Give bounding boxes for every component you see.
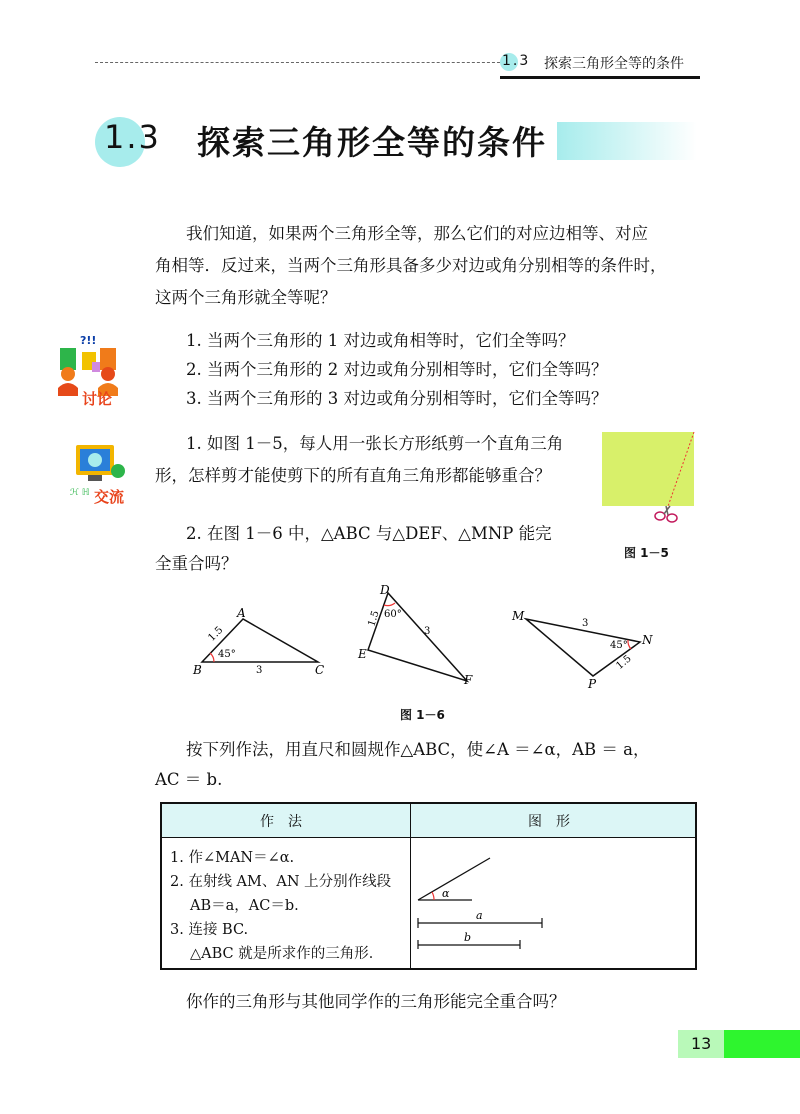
figure-1-5-caption: 图 1－5 xyxy=(624,546,669,560)
construction-table xyxy=(160,802,697,970)
table-col2-header: 图 形 xyxy=(528,814,570,830)
figure-1-6 xyxy=(190,580,660,690)
intro-line-2: 角相等．反过来，当两个三角形具备多少对边或角分别相等的条件时， xyxy=(155,256,667,275)
side-mn: 3 xyxy=(582,618,589,629)
angle-n: 45° xyxy=(610,640,628,651)
exchange-q1-line2: 形，怎样剪才能使剪下的所有直角三角形都能够重合？ xyxy=(155,466,551,485)
label-f: F xyxy=(464,673,473,687)
segment-a-label: a xyxy=(476,909,483,922)
discuss-item-1: 1. 当两个三角形的 1 对边或角相等时，它们全等吗？ xyxy=(186,331,575,350)
svg-text:ℋ ℍ: ℋ ℍ xyxy=(70,488,90,498)
title-cyan-bar xyxy=(557,122,697,160)
label-e: E xyxy=(358,647,367,661)
table-divider xyxy=(410,804,411,968)
label-c: C xyxy=(315,663,325,677)
page-number: 13 xyxy=(691,1034,712,1053)
header-rule xyxy=(500,76,700,79)
header-dashed-rule xyxy=(95,62,505,63)
label-a: A xyxy=(237,606,246,620)
exchange-q2-line1: 2. 在图 1－6 中，△ABC 与△DEF、△MNP 能完 xyxy=(186,524,552,543)
exchange-label: 交流 xyxy=(94,488,125,506)
label-d: D xyxy=(380,583,390,597)
label-b: B xyxy=(193,663,202,677)
label-m: M xyxy=(512,609,525,623)
section-number: 1.3 xyxy=(104,118,161,156)
figure-1-5 xyxy=(600,430,700,530)
triangle-def xyxy=(357,583,473,687)
angle-b: 45° xyxy=(218,649,236,660)
exchange-q1-line1: 1. 如图 1－5，每人用一张长方形纸剪一个直角三角 xyxy=(186,434,564,453)
label-n: N xyxy=(642,633,653,647)
table-step-3: 3. 连接 BC. xyxy=(170,922,249,938)
triangle-abc xyxy=(192,606,324,677)
table-figure xyxy=(416,850,546,950)
closing-question: 你作的三角形与其他同学作的三角形能完全重合吗？ xyxy=(186,992,566,1011)
table-step-2: 2. 在射线 AM、AN 上分别作线段 xyxy=(170,874,392,890)
exchange-q2-line2: 全重合吗？ xyxy=(155,554,238,573)
table-step-1: 1. 作∠MAN＝∠α. xyxy=(170,850,295,866)
construct-line-1: 按下列作法，用直尺和圆规作△ABC，使∠A ＝∠α，AB ＝ a， xyxy=(186,740,650,759)
header-section-title: 探索三角形全等的条件 xyxy=(544,56,684,72)
page-title: 探索三角形全等的条件 xyxy=(197,123,547,162)
table-step-3b: △ABC 就是所求作的三角形． xyxy=(190,946,384,962)
side-df: 3 xyxy=(424,626,431,637)
intro-line-1: 我们知道，如果两个三角形全等，那么它们的对应边相等、对应 xyxy=(186,224,648,243)
table-col1-header: 作 法 xyxy=(260,814,302,830)
svg-text:?!!: ?!! xyxy=(80,334,97,347)
intro-line-3: 这两个三角形就全等呢？ xyxy=(155,288,337,307)
side-np: 1.5 xyxy=(614,653,634,672)
label-p: P xyxy=(588,677,597,690)
side-de: 1.5 xyxy=(366,609,382,628)
figure-1-6-caption: 图 1－6 xyxy=(400,708,445,722)
table-header-row xyxy=(162,804,695,838)
discuss-label: 讨论 xyxy=(82,390,113,408)
discuss-item-2: 2. 当两个三角形的 2 对边或角分别相等时，它们全等吗？ xyxy=(186,360,608,379)
header-section-number: 1.3 xyxy=(502,53,531,69)
table-step-2b: AB＝a，AC＝b. xyxy=(190,898,299,914)
discuss-item-3: 3. 当两个三角形的 3 对边或角分别相等时，它们全等吗？ xyxy=(186,389,608,408)
construct-line-2: AC ＝ b. xyxy=(155,770,223,789)
side-bc: 3 xyxy=(256,665,263,676)
alpha-label: α xyxy=(442,887,450,900)
segment-b-label: b xyxy=(464,931,472,944)
angle-d: 60° xyxy=(384,609,402,620)
side-ab: 1.5 xyxy=(206,624,226,644)
triangle-mnp xyxy=(511,609,653,690)
